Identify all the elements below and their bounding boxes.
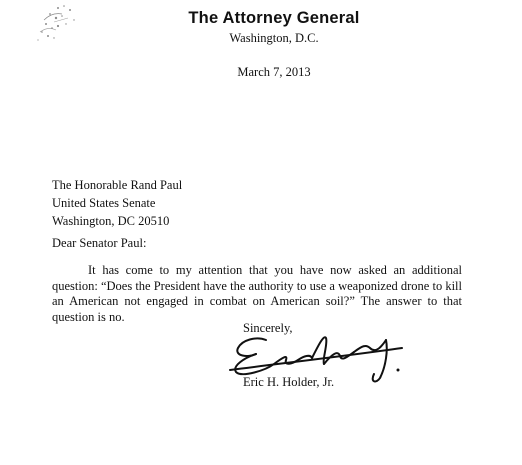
addressee-block [52,176,182,230]
letterhead-location: Washington, D.C. [229,31,319,45]
body-paragraph: It has come to my attention that you have now asked an additional question: “Does the President have the authority to use a weaponized drone to kill an American not engaged in combat on American soil?” The answer to that question is no. [52,263,462,324]
letter-date: March 7, 2013 [237,65,311,79]
letterhead-title: The Attorney General [188,9,360,27]
salutation: Dear Senator Paul: [52,236,147,250]
addressee-name: The Honorable Rand Paul [52,178,183,192]
addressee-address: Washington, DC 20510 [52,214,170,228]
closing: Sincerely, [243,321,293,335]
signer-name: Eric H. Holder, Jr. [243,375,335,389]
addressee-organization: United States Senate [52,196,156,210]
